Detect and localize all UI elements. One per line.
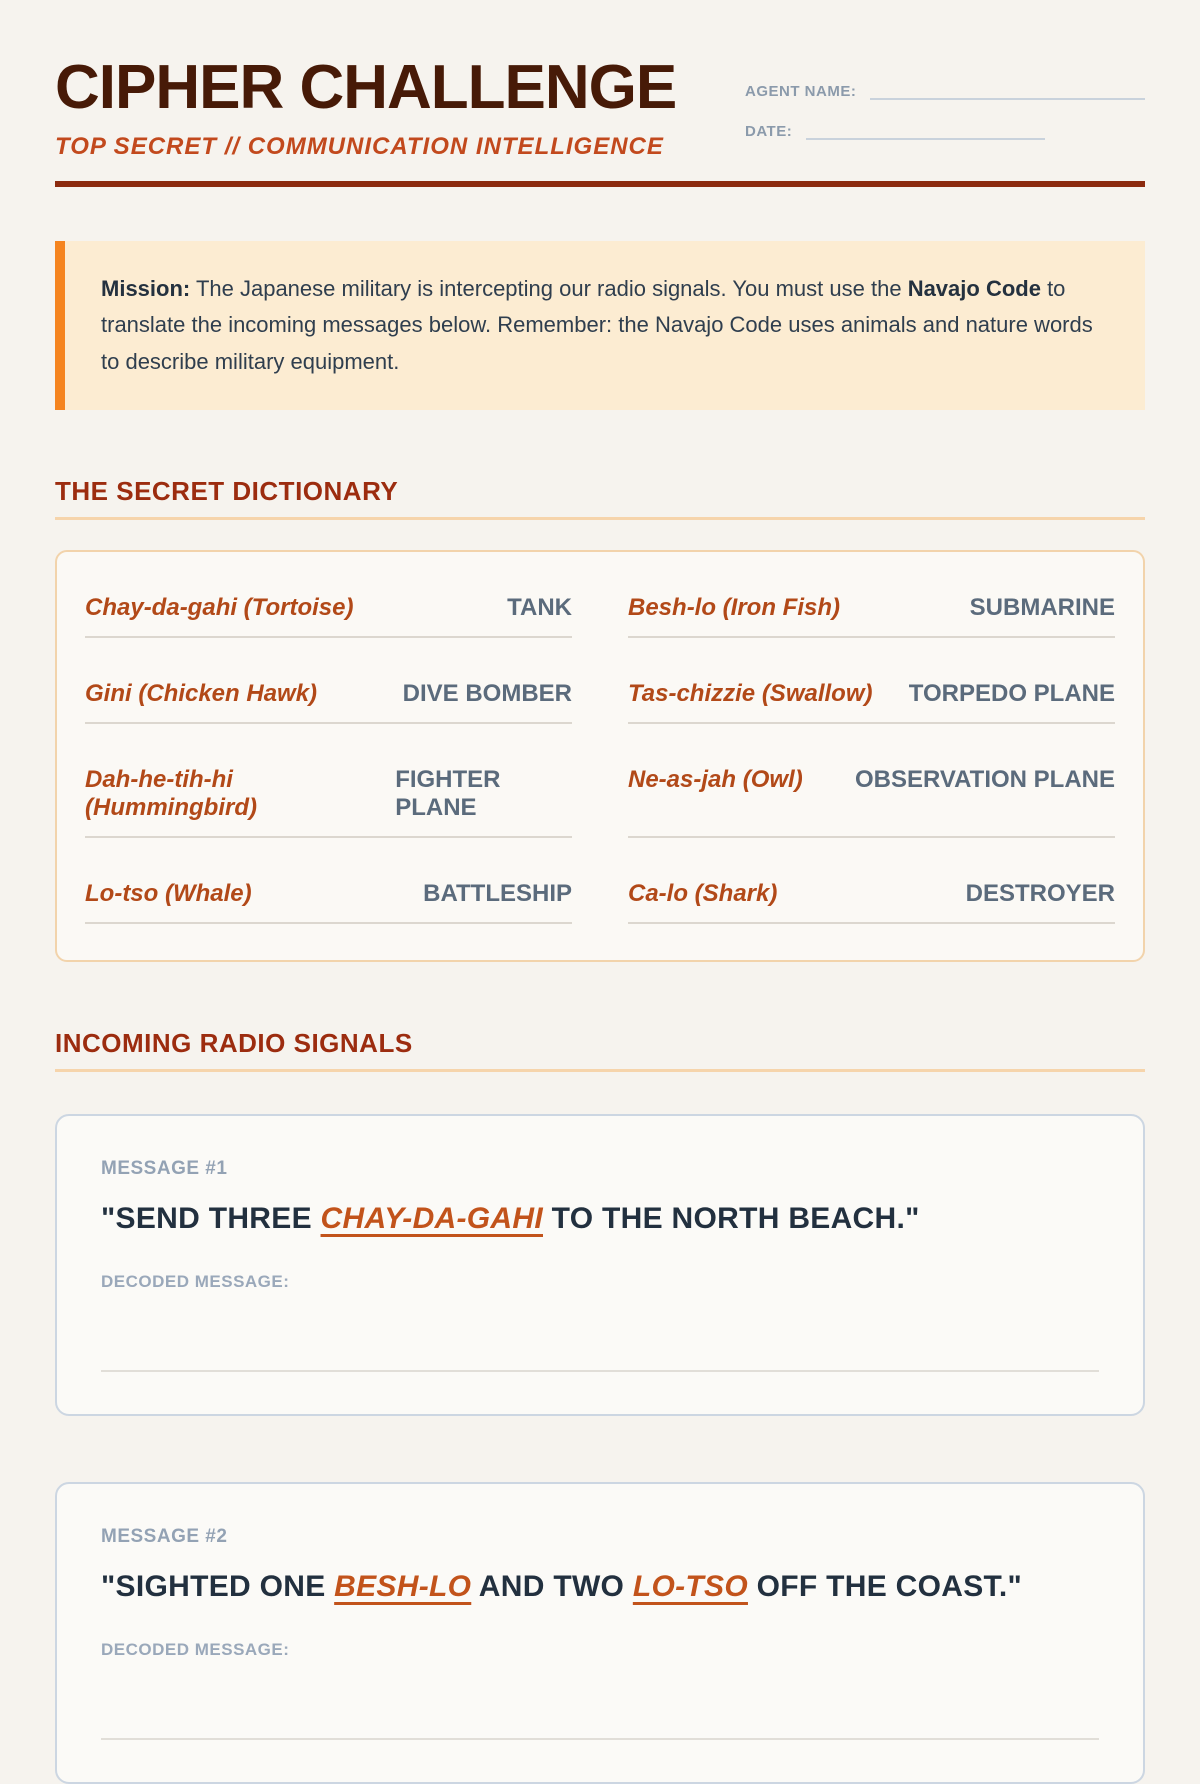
date-field[interactable]: [806, 120, 1045, 140]
message-card-2: [55, 1482, 1145, 1784]
dictionary-entry: [85, 766, 572, 838]
dictionary-entry: [85, 680, 572, 724]
dictionary-heading-underline: [55, 517, 1145, 520]
navajo-term: Chay-da-gahi (Tortoise): [85, 593, 354, 621]
dictionary-entry: [628, 594, 1115, 638]
dictionary-entry: [628, 766, 1115, 838]
dictionary-entry: [628, 680, 1115, 724]
message-2-text-after: OFF THE COAST.": [747, 1569, 1022, 1603]
dictionary-grid: [85, 594, 1115, 924]
message-2-decoded-answer-field[interactable]: [101, 1660, 1099, 1740]
term-meaning: DIVE BOMBER: [402, 679, 572, 707]
date-row: [745, 120, 1145, 140]
message-1-code-word: CHAY-DA-GAHI: [320, 1201, 543, 1235]
message-2-code-word-2: LO-TSO: [632, 1569, 748, 1603]
term-meaning: OBSERVATION PLANE: [854, 765, 1115, 793]
message-1-label: MESSAGE #1: [101, 1157, 228, 1179]
mission-box: [55, 241, 1145, 410]
dictionary-heading: THE SECRET DICTIONARY: [55, 475, 399, 506]
navajo-term: Ca-lo (Shark): [628, 879, 778, 907]
message-1-text-before: "SEND THREE: [101, 1201, 321, 1235]
term-meaning: DESTROYER: [965, 879, 1115, 907]
navajo-term: Lo-tso (Whale): [85, 879, 252, 907]
page-title: CIPHER CHALLENGE: [55, 53, 677, 122]
header-titles: [55, 52, 676, 161]
header-fields: [745, 80, 1145, 161]
mission-bold-term: Navajo Code: [907, 276, 1041, 301]
navajo-term: Besh-lo (Iron Fish): [628, 593, 840, 621]
term-meaning: TANK: [507, 593, 572, 621]
message-1-text-after: TO THE NORTH BEACH.": [543, 1201, 920, 1235]
term-meaning: SUBMARINE: [969, 593, 1115, 621]
dictionary-entry: [85, 880, 572, 924]
navajo-term: Ne-as-jah (Owl): [628, 765, 803, 793]
message-card-1: [55, 1114, 1145, 1416]
message-2-text-before: "SIGHTED ONE: [101, 1569, 335, 1603]
dictionary-entry: [628, 880, 1115, 924]
message-2-text-middle: AND TWO: [471, 1569, 633, 1603]
mission-text-1: The Japanese military is intercepting our radio signals. You must use the: [190, 276, 908, 301]
message-2-text: [101, 1570, 1099, 1604]
mission-text-2: to translate the incoming messages below. Remember: the Navajo Code uses animals and nature words to describe military equipment.: [101, 276, 1093, 374]
term-meaning: TORPEDO PLANE: [908, 679, 1115, 707]
message-1-decoded-label: DECODED MESSAGE:: [101, 1271, 290, 1291]
mission-label: Mission:: [101, 276, 191, 301]
agent-name-label: AGENT NAME:: [745, 83, 857, 100]
navajo-term: Dah-he-tih-hi (Hummingbird): [85, 765, 257, 821]
header-divider: [55, 181, 1145, 187]
navajo-term: Gini (Chicken Hawk): [85, 679, 318, 707]
signals-heading-underline: [55, 1069, 1145, 1072]
message-2-label: MESSAGE #2: [101, 1525, 228, 1547]
message-1-decoded-answer-field[interactable]: [101, 1292, 1099, 1372]
date-label: DATE:: [745, 123, 793, 140]
signals-heading: INCOMING RADIO SIGNALS: [55, 1027, 413, 1058]
agent-name-row: [745, 80, 1145, 100]
term-meaning: BATTLESHIP: [423, 879, 572, 907]
page-header: [55, 52, 1145, 161]
navajo-term: Tas-chizzie (Swallow): [628, 679, 873, 707]
message-1-text: [101, 1202, 1099, 1236]
dictionary-box: [55, 550, 1145, 962]
agent-name-field[interactable]: [870, 80, 1145, 100]
dictionary-entry: [85, 594, 572, 638]
message-2-decoded-label: DECODED MESSAGE:: [101, 1639, 290, 1659]
page-subtitle: TOP SECRET // COMMUNICATION INTELLIGENCE: [55, 133, 664, 160]
message-2-code-word-1: BESH-LO: [334, 1569, 472, 1603]
term-meaning: FIGHTER PLANE: [395, 765, 501, 821]
